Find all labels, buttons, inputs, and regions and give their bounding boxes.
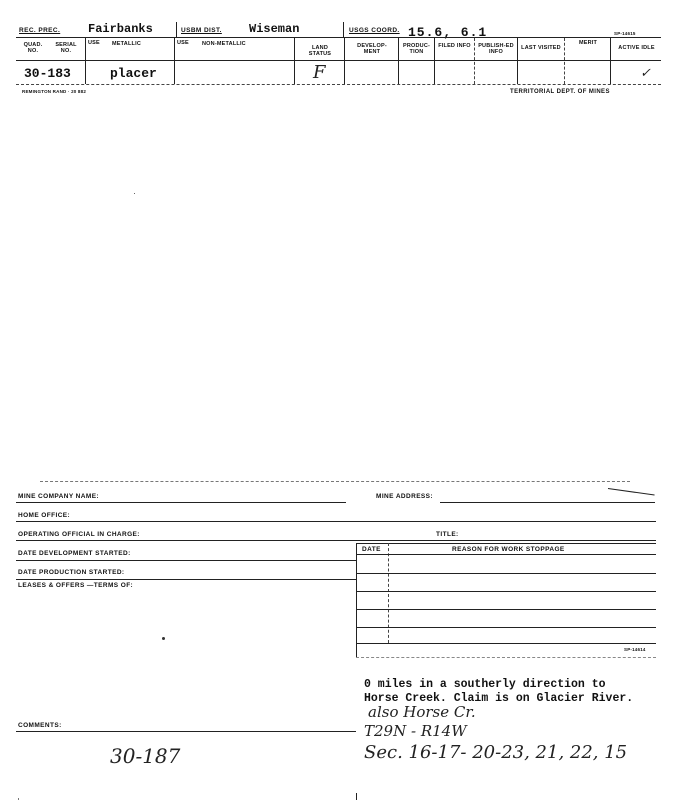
active-idle-value: ✓ xyxy=(640,66,651,81)
lower-form-number: SP-14614 xyxy=(624,647,646,652)
col-use-nonmetallic: USE xyxy=(177,40,189,46)
location-handwritten-2: T29N - R14W xyxy=(364,722,467,740)
col-filed-info: FILED INFO xyxy=(438,43,471,49)
usbm-dist-label: USBM DIST. xyxy=(181,27,222,34)
location-line-1: 0 miles in a southerly direction to xyxy=(364,678,606,691)
usgs-coord-label: USGS COORD. xyxy=(349,27,400,34)
col-nonmetallic: NON-METALLIC xyxy=(202,41,246,47)
comments-handwritten: 30-187 xyxy=(110,744,181,768)
mine-company-name-label: MINE COMPANY NAME: xyxy=(18,493,99,500)
metallic-value: placer xyxy=(110,66,157,81)
date-production-started-label: DATE PRODUCTION STARTED: xyxy=(18,569,125,576)
col-use-metallic: USE xyxy=(88,40,100,46)
title-label: TITLE: xyxy=(436,531,459,538)
mine-address-label: MINE ADDRESS: xyxy=(376,493,433,500)
col-serial-no: SERIAL NO. xyxy=(55,42,77,54)
footer-left-text: REMINGTON RAND · 20 882 xyxy=(22,89,87,94)
col-active-idle: ACTIVE IDLE xyxy=(618,45,655,51)
speck xyxy=(134,193,135,194)
col-quad-no: QUAD. NO. xyxy=(23,42,43,54)
dot xyxy=(162,637,165,640)
location-line-2: Horse Creek. Claim is on Glacier River. xyxy=(364,692,634,705)
usgs-coord-value: 15.6, 6.1 xyxy=(408,25,488,40)
col-published-info: PUBLISH-ED INFO xyxy=(478,43,514,55)
footer-right-text: TERRITORIAL DEPT. OF MINES xyxy=(510,89,610,95)
rec-prec-value: Fairbanks xyxy=(88,22,153,36)
rec-prec-label: REC. PREC. xyxy=(19,27,61,34)
col-land-status: LAND STATUS xyxy=(308,45,332,57)
date-col-header: DATE xyxy=(362,546,381,553)
comments-label: COMMENTS: xyxy=(18,722,62,729)
col-metallic: METALLIC xyxy=(112,41,141,47)
col-development: DEVELOP-MENT xyxy=(357,43,387,55)
form-number: SP-14615 xyxy=(614,31,636,36)
col-merit: MERIT xyxy=(578,40,598,46)
location-handwritten-3: Sec. 16-17- 20-23, 21, 22, 15 xyxy=(364,742,628,763)
col-production: PRODUC-TION xyxy=(402,43,431,55)
speck xyxy=(18,798,19,800)
quad-serial-value: 30-183 xyxy=(24,66,71,81)
operating-official-label: OPERATING OFFICIAL IN CHARGE: xyxy=(18,531,140,538)
col-last-visited: LAST VISITED xyxy=(521,45,561,51)
date-development-started-label: DATE DEVELOPMENT STARTED: xyxy=(18,550,131,557)
home-office-label: HOME OFFICE: xyxy=(18,512,71,519)
leases-offers-label: LEASES & OFFERS —TERMS OF: xyxy=(18,582,134,589)
land-status-value: F xyxy=(313,62,326,83)
reason-col-header: REASON FOR WORK STOPPAGE xyxy=(452,546,565,553)
location-handwritten-1: also Horse Cr. xyxy=(368,703,476,721)
usbm-dist-value: Wiseman xyxy=(249,22,300,36)
